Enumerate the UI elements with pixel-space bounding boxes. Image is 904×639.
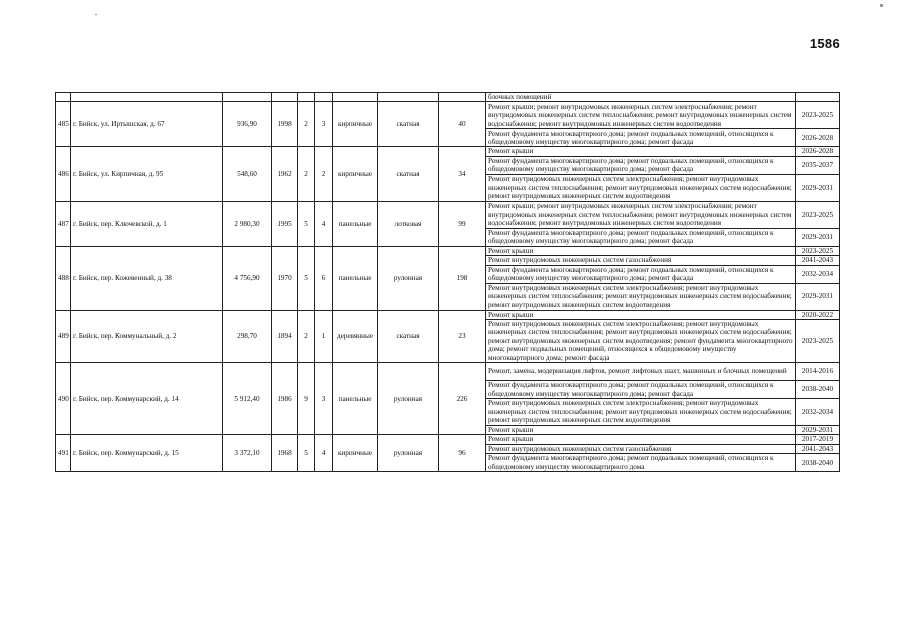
work-description: Ремонт фундамента многоквартирного дома; ремонт подвальных помещений, относящихся к общедомовому имуществу многоквартирного дома; ремонт фасада [486, 156, 796, 174]
residents-count: 226 [439, 363, 486, 435]
table-row [56, 246, 840, 255]
work-description: Ремонт внутридомовых инженерных систем электроснабжения; ремонт внутридомовых инженерных систем теплоснабжения; ремонт внутридомовых инженерных систем водоснабжения; ремонт внутридомовых инженерных систем водоотведения [486, 399, 796, 426]
building-area: 3 372,10 [223, 435, 272, 472]
work-description: Ремонт фундамента многоквартирного дома; ремонт подвальных помещений, относящихся к общедомовому имуществу многоквартирного дома; ремонт фасада [486, 265, 796, 283]
header-continuation-row [56, 93, 840, 102]
building-floors: 2 [298, 102, 315, 147]
building-number: 487 [56, 201, 71, 246]
building-entrances: 3 [315, 102, 333, 147]
building-number: 485 [56, 102, 71, 147]
work-period: 2041-2043 [796, 444, 840, 453]
work-description: Ремонт внутридомовых инженерных систем электроснабжения; ремонт внутридомовых инженерных систем теплоснабжения; ремонт внутридомовых инженерных систем водоснабжения; ремонт внутридомовых инженерных систем водоотведения [486, 174, 796, 201]
work-period: 2017-2019 [796, 435, 840, 444]
building-address: г. Бийск, пер. Кожевенный, д. 38 [71, 246, 223, 310]
work-period: 2026-2028 [796, 129, 840, 147]
work-period: 2014-2016 [796, 363, 840, 381]
work-description: Ремонт внутридомовых инженерных систем электроснабжения; ремонт внутридомовых инженерных систем теплоснабжения; ремонт внутридомовых инженерных систем водоснабжения; ремонт внутридомовых инженерных систем водоотведения [486, 283, 796, 310]
residents-count: 34 [439, 147, 486, 201]
building-entrances: 1 [315, 310, 333, 362]
residents-count: 96 [439, 435, 486, 472]
table-row [56, 201, 840, 228]
capital-repair-table [55, 92, 840, 472]
work-description: Ремонт крыши [486, 435, 796, 444]
wall-material: панельные [333, 246, 378, 310]
building-number: 491 [56, 435, 71, 472]
scan-speck [880, 4, 883, 7]
work-description: Ремонт, замена, модернизация лифтов, ремонт лифтовых шахт, машинных и блочных помещений [486, 363, 796, 381]
building-number: 489 [56, 310, 71, 362]
work-description: Ремонт внутридомовых инженерных систем электроснабжения; ремонт внутридомовых инженерных систем теплоснабжения; ремонт внутридомовых инженерных систем водоснабжения; ремонт внутридомовых инженерных систем водоотведения; ремонт фундамента многоквартирного дома; ремонт подвальных помещений, относящихся к общедомовому имуществу многоквартирного дома; ремонт фасада [486, 320, 796, 363]
roof-type: рулонная [378, 435, 439, 472]
roof-type: рулонная [378, 246, 439, 310]
work-description: Ремонт внутридомовых инженерных систем газоснабжения [486, 444, 796, 453]
work-description: Ремонт внутридомовых инженерных систем газоснабжения [486, 256, 796, 265]
building-address: г. Бийск, ул. Иртышская, д. 67 [71, 102, 223, 147]
table-row [56, 310, 840, 319]
building-address: г. Бийск, пер. Коммунарский, д. 15 [71, 435, 223, 472]
building-year: 1970 [272, 246, 298, 310]
building-floors: 5 [298, 435, 315, 472]
roof-type: лотковая [378, 201, 439, 246]
building-number: 490 [56, 363, 71, 435]
wall-material: кирпичные [333, 147, 378, 201]
roof-type: скатная [378, 147, 439, 201]
work-period: 2023-2025 [796, 201, 840, 228]
work-period: 2029-2031 [796, 228, 840, 246]
work-description: Ремонт крыши [486, 310, 796, 319]
work-period: 2038-2040 [796, 381, 840, 399]
work-period: 2023-2025 [796, 320, 840, 363]
wall-material: деревянные [333, 310, 378, 362]
building-address: г. Бийск, пер. Коммунальный, д. 2 [71, 310, 223, 362]
building-area: 298,70 [223, 310, 272, 362]
work-period: 2038-2040 [796, 454, 840, 472]
roof-type: скатная [378, 102, 439, 147]
work-period: 2023-2025 [796, 246, 840, 255]
building-entrances: 4 [315, 435, 333, 472]
work-period: 2032-2034 [796, 399, 840, 426]
building-floors: 2 [298, 310, 315, 362]
work-period: 2032-2034 [796, 265, 840, 283]
work-period: 2020-2022 [796, 310, 840, 319]
work-description: Ремонт фундамента многоквартирного дома; ремонт подвальных помещений, относящихся к общедомовому имуществу многоквартирного дома; ремонт фасада [486, 228, 796, 246]
building-entrances: 3 [315, 363, 333, 435]
building-floors: 9 [298, 363, 315, 435]
building-floors: 5 [298, 246, 315, 310]
wall-material: кирпичные [333, 435, 378, 472]
building-entrances: 6 [315, 246, 333, 310]
residents-count: 198 [439, 246, 486, 310]
table-row [56, 435, 840, 444]
building-floors: 2 [298, 147, 315, 201]
work-period: 2035-2037 [796, 156, 840, 174]
table-row [56, 102, 840, 129]
building-floors: 5 [298, 201, 315, 246]
page-number: 1586 [809, 36, 840, 51]
roof-type: скатная [378, 310, 439, 362]
scan-speck [95, 14, 97, 15]
building-number: 488 [56, 246, 71, 310]
building-address: г. Бийск, пер. Ключевской, д. 1 [71, 201, 223, 246]
work-description: Ремонт фундамента многоквартирного дома; ремонт подвальных помещений, относящихся к общедомовому имуществу многоквартирного дома; ремонт фасада [486, 129, 796, 147]
work-period: 2029-2031 [796, 283, 840, 310]
work-period: 2026-2028 [796, 147, 840, 156]
building-entrances: 2 [315, 147, 333, 201]
building-address: г. Бийск, ул. Кирпичная, д. 95 [71, 147, 223, 201]
building-year: 1894 [272, 310, 298, 362]
building-area: 2 980,30 [223, 201, 272, 246]
residents-count: 99 [439, 201, 486, 246]
building-area: 5 912,40 [223, 363, 272, 435]
work-period: 2029-2031 [796, 426, 840, 435]
table-row [56, 363, 840, 381]
building-address: г. Бийск, пер. Коммунарский, д. 14 [71, 363, 223, 435]
building-year: 1995 [272, 201, 298, 246]
residents-count: 40 [439, 102, 486, 147]
work-description: Ремонт крыши; ремонт внутридомовых инженерных систем электроснабжения; ремонт внутридомовых инженерных систем теплоснабжения; ремонт внутридомовых инженерных систем водоснабжения; ремонт внутридомовых инженерных систем водоотведения [486, 102, 796, 129]
building-area: 4 756,90 [223, 246, 272, 310]
wall-material: панельные [333, 201, 378, 246]
roof-type: рулонная [378, 363, 439, 435]
residents-count: 23 [439, 310, 486, 362]
building-number: 486 [56, 147, 71, 201]
building-year: 1986 [272, 363, 298, 435]
table-row [56, 147, 840, 156]
work-period: 2041-2043 [796, 256, 840, 265]
building-year: 1998 [272, 102, 298, 147]
building-year: 1968 [272, 435, 298, 472]
work-description: Ремонт крыши [486, 246, 796, 255]
wall-material: кирпичные [333, 102, 378, 147]
building-entrances: 4 [315, 201, 333, 246]
building-year: 1962 [272, 147, 298, 201]
work-description: Ремонт фундамента многоквартирного дома; ремонт подвальных помещений, относящихся к общедомовому имуществу многоквартирного дома [486, 454, 796, 472]
work-description: Ремонт крыши [486, 147, 796, 156]
work-period: 2029-2031 [796, 174, 840, 201]
table-body [56, 93, 840, 472]
work-description: Ремонт крыши; ремонт внутридомовых инженерных систем электроснабжения; ремонт внутридомовых инженерных систем теплоснабжения; ремонт внутридомовых инженерных систем водоснабжения; ремонт внутридомовых инженерных систем водоотведения [486, 201, 796, 228]
work-description: блочных помещений [486, 93, 796, 102]
work-period: 2023-2025 [796, 102, 840, 129]
work-description: Ремонт крыши [486, 426, 796, 435]
building-area: 936,90 [223, 102, 272, 147]
building-area: 548,60 [223, 147, 272, 201]
wall-material: панельные [333, 363, 378, 435]
work-description: Ремонт фундамента многоквартирного дома; ремонт подвальных помещений, относящихся к общедомовому имуществу многоквартирного дома; ремонт фасада [486, 381, 796, 399]
